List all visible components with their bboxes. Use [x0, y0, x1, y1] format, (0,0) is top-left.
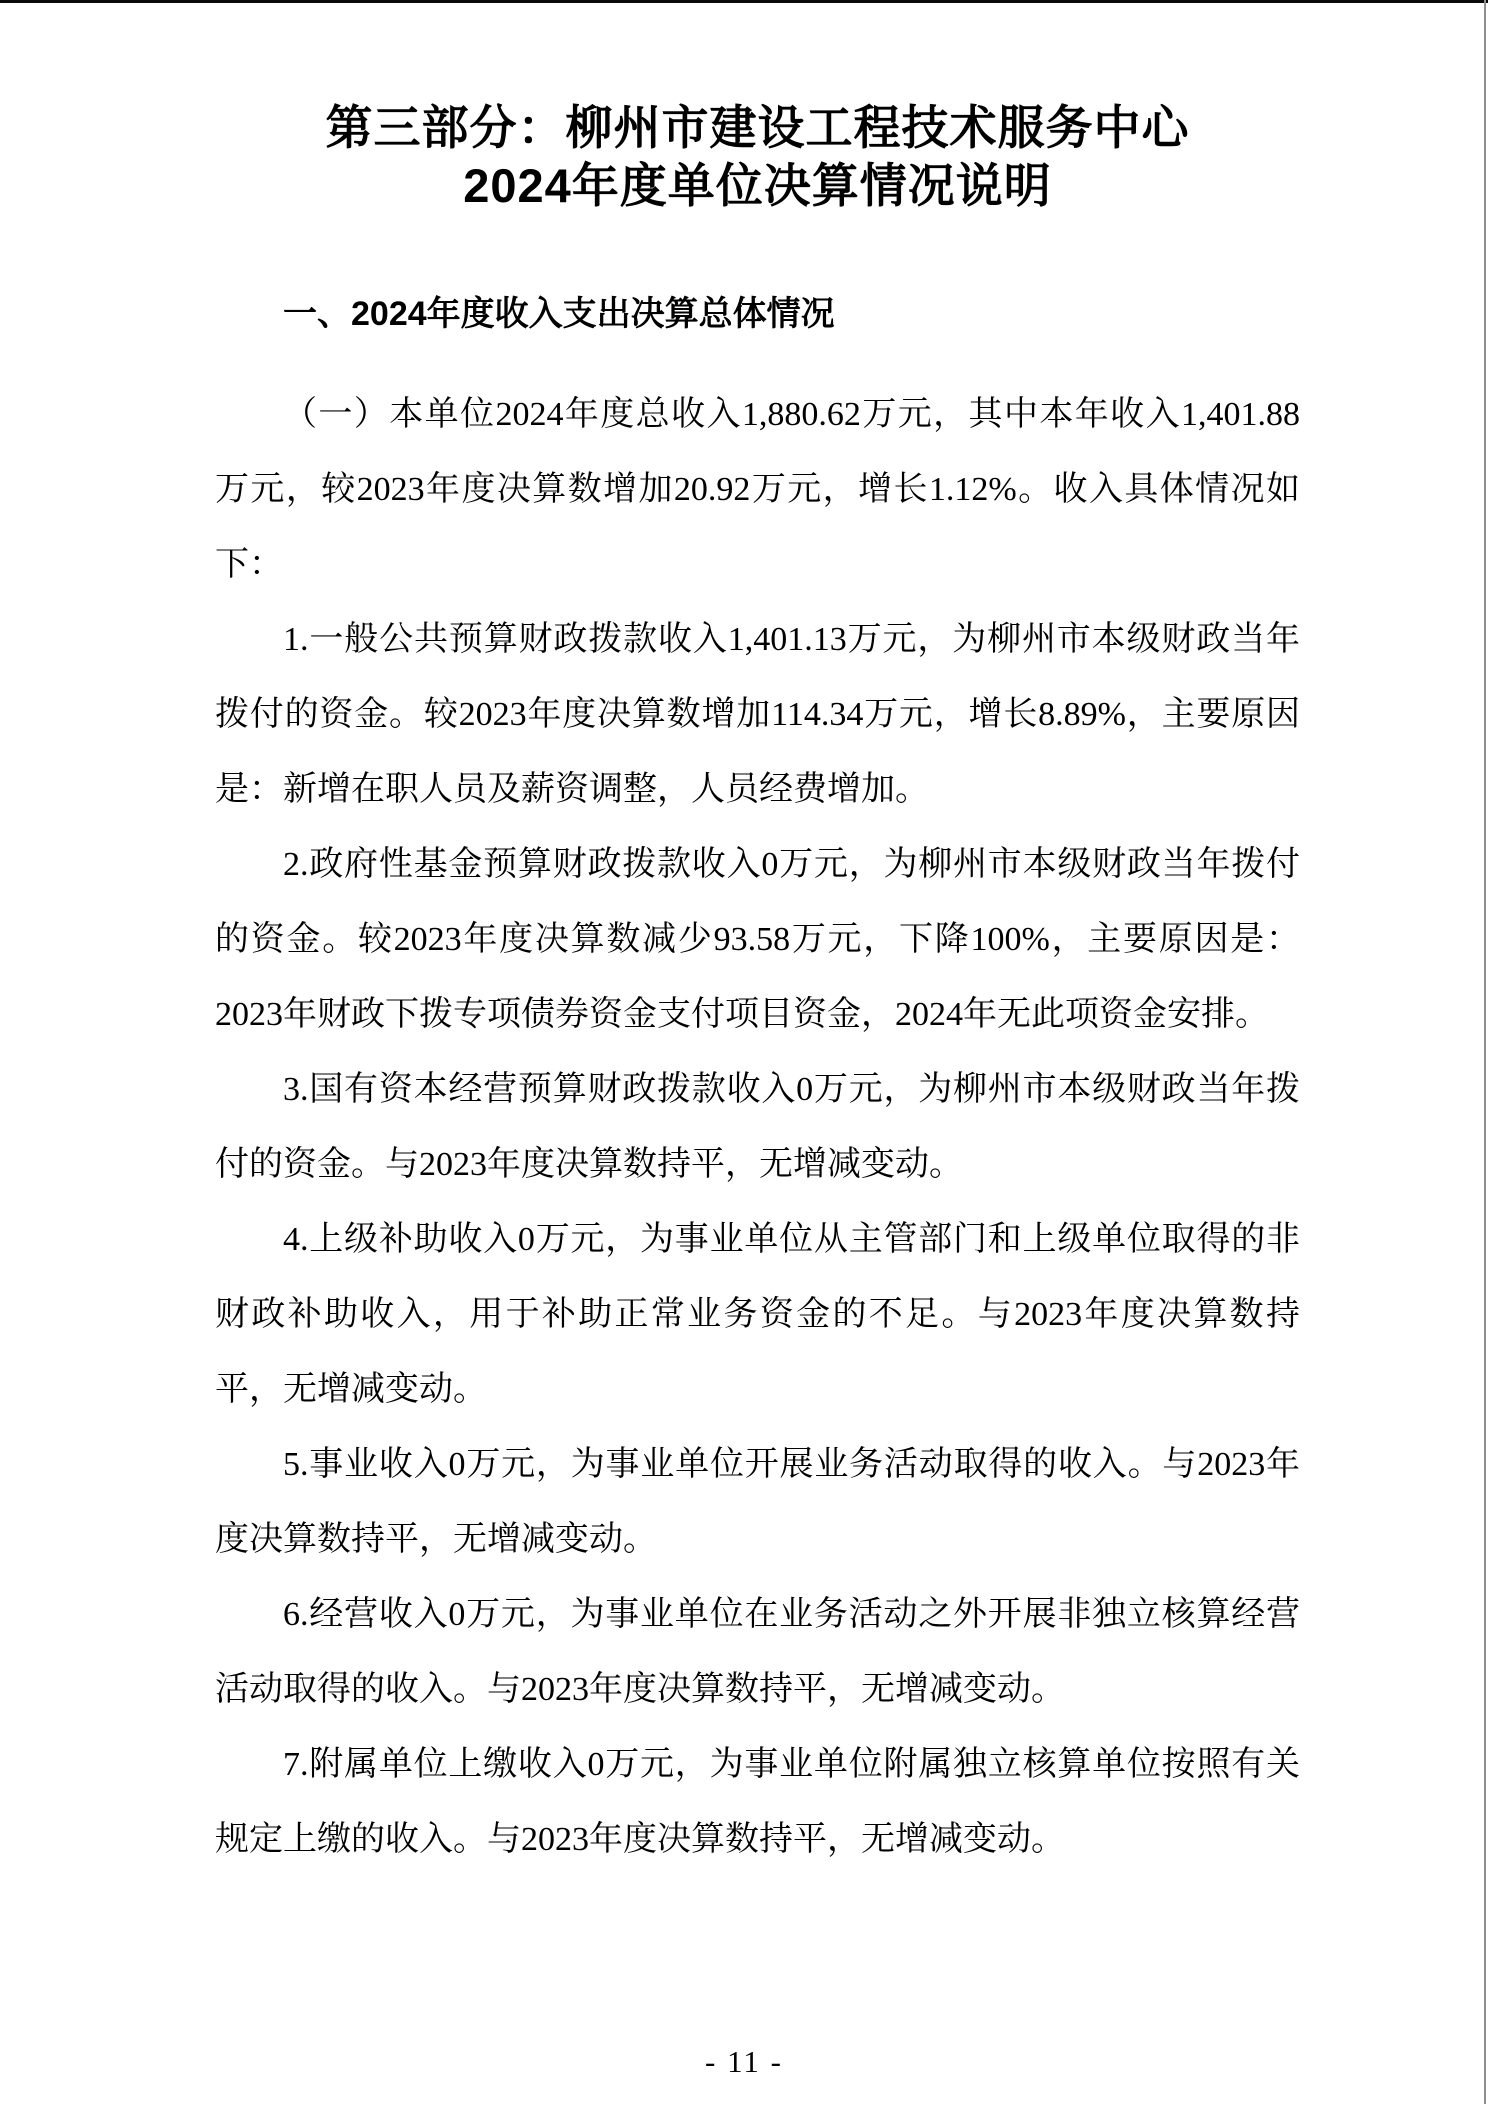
paragraph-item-2: 2.政府性基金预算财政拨款收入0万元，为柳州市本级财政当年拨付的资金。较2023年度决算数减少93.58万元，下降100%，主要原因是：2023年财政下拨专项债券资金支付项目资金，2024年无此项资金安排。: [215, 846, 1300, 1033]
paragraph-item-6: 6.经营收入0万元，为事业单位在业务活动之外开展非独立核算经营活动取得的收入。与2023年度决算数持平，无增减变动。: [215, 1596, 1300, 1708]
paragraph-overview: （一）本单位2024年度总收入1,880.62万元，其中本年收入1,401.88万元，较2023年度决算数增加20.92万元，增长1.12%。收入具体情况如下：: [215, 396, 1300, 583]
document-content: [0, 99, 1488, 1877]
document-title-line1: 第三部分：柳州市建设工程技术服务中心: [325, 101, 1190, 154]
section-heading: 一、2024年度收入支出决算总体情况: [283, 295, 835, 333]
scan-top-edge-line: [0, 0, 1488, 3]
paragraph-item-7: 7.附属单位上缴收入0万元，为事业单位附属独立核算单位按照有关规定上缴的收入。与2023年度决算数持平，无增减变动。: [215, 1746, 1300, 1858]
document-body: [215, 377, 1300, 1877]
paragraph-item-5: 5.事业收入0万元，为事业单位开展业务活动取得的收入。与2023年度决算数持平，无增减变动。: [215, 1446, 1300, 1558]
document-title: [215, 99, 1300, 215]
paragraph-item-3: 3.国有资本经营预算财政拨款收入0万元，为柳州市本级财政当年拨付的资金。与2023年度决算数持平，无增减变动。: [215, 1071, 1300, 1183]
paragraph-item-4: 4.上级补助收入0万元，为事业单位从主管部门和上级单位取得的非财政补助收入，用于补助正常业务资金的不足。与2023年度决算数持平，无增减变动。: [215, 1221, 1300, 1408]
paragraph-item-1: 1.一般公共预算财政拨款收入1,401.13万元，为柳州市本级财政当年拨付的资金。较2023年度决算数增加114.34万元，增长8.89%，主要原因是：新增在职人员及薪资调整，人员经费增加。: [215, 621, 1300, 808]
page-number: - 11 -: [705, 2044, 783, 2079]
document-title-line2: 2024年度单位决算情况说明: [463, 159, 1052, 212]
